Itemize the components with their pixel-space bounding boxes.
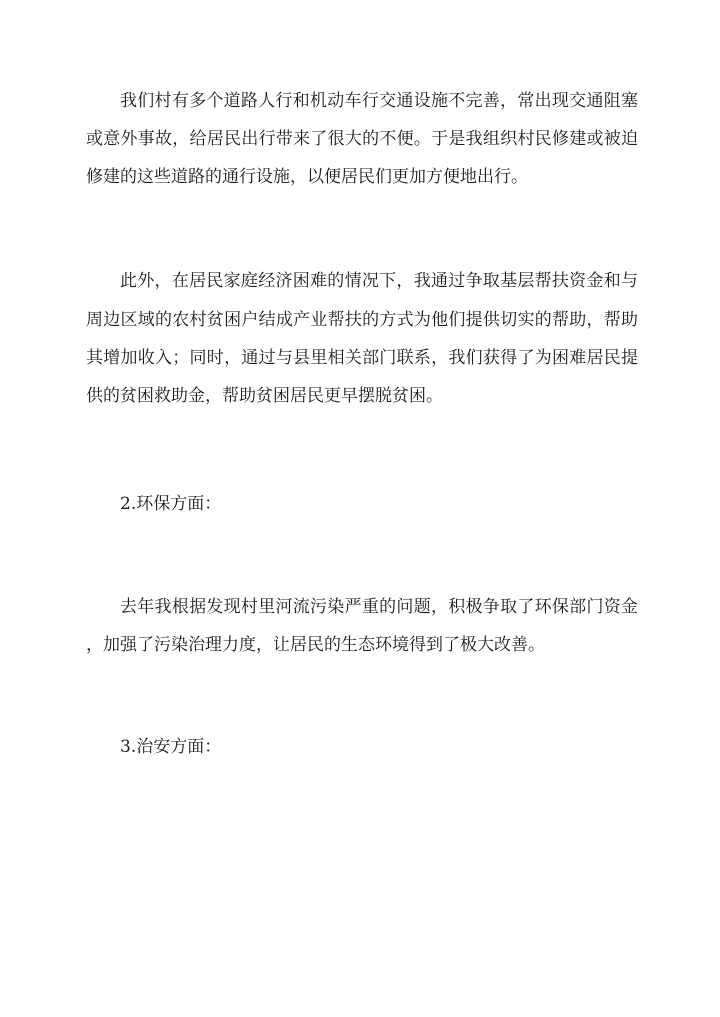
paragraph-2-line-4: 供的贫困救助金，帮助贫困居民更早摆脱贫困。: [86, 386, 443, 406]
paragraph-1-line-3: 修建的这些道路的通行设施，以便居民们更加方便地出行。: [86, 167, 528, 187]
paragraph-2-line-3: 其增加收入；同时，通过与县里相关部门联系，我们获得了为困难居民提: [86, 348, 638, 368]
heading-environment: 2.环保方面：: [120, 494, 222, 514]
paragraph-1-line-1: 我们村有多个道路人行和机动车行交通设施不完善，常出现交通阻塞: [120, 91, 638, 111]
paragraph-2-line-2: 周边区域的农村贫困户结成产业帮扶的方式为他们提供切实的帮助，帮助: [86, 310, 638, 330]
paragraph-2-line-1: 此外，在居民家庭经济困难的情况下，我通过争取基层帮扶资金和与: [120, 271, 638, 291]
paragraph-3-line-2: ，加强了污染治理力度，让居民的生态环境得到了极大改善。: [86, 635, 545, 655]
heading-security: 3.治安方面：: [120, 737, 222, 757]
paragraph-1-line-2: 或意外事故，给居民出行带来了很大的不便。于是我组织村民修建或被迫: [86, 129, 638, 149]
paragraph-3-line-1: 去年我根据发现村里河流污染严重的问题，积极争取了环保部门资金: [120, 597, 638, 617]
